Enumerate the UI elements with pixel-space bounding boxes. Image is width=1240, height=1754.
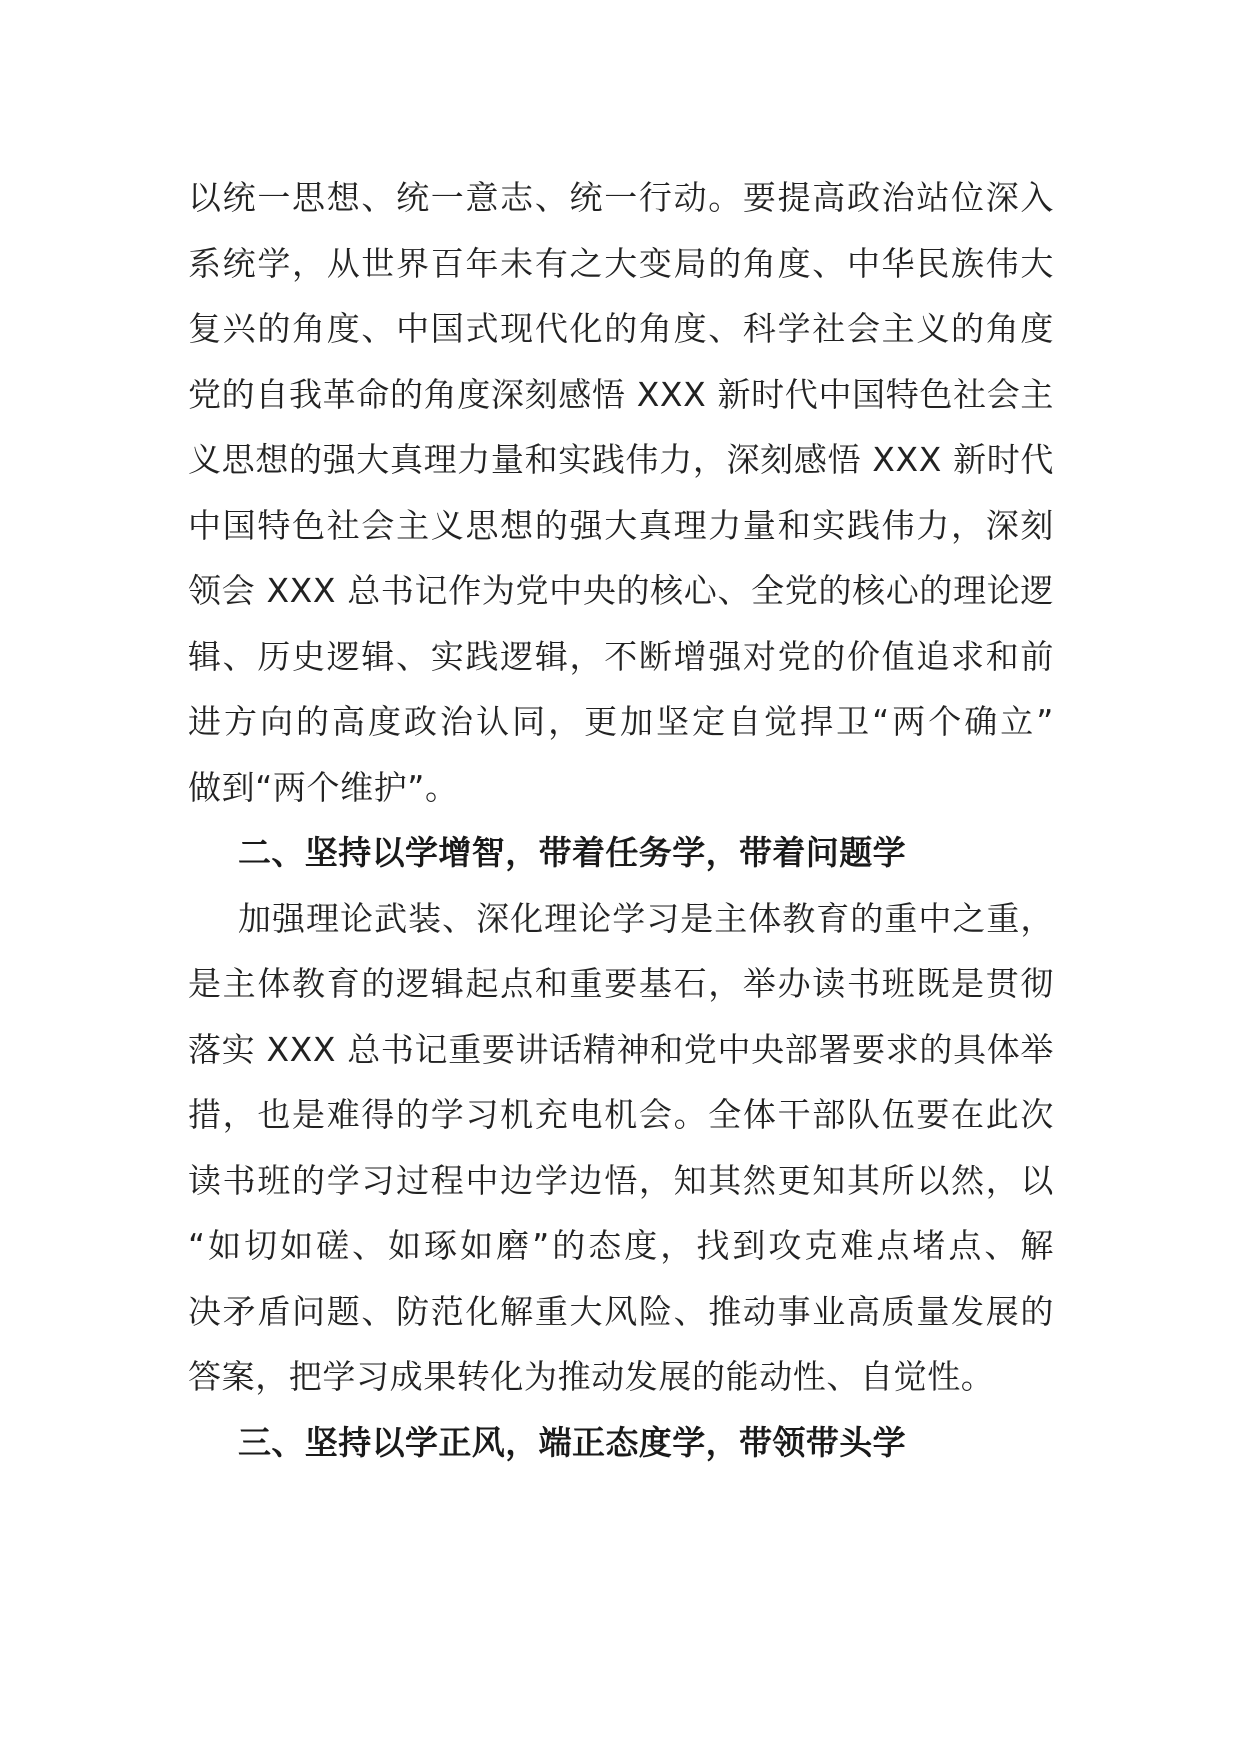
text-line: 以统一思想、统一意志、统一行动。要提高政治站位深入 xyxy=(188,178,1054,217)
section-heading-3: 三、坚持以学正风，端正态度学，带领带头学 xyxy=(238,1422,906,1462)
text-line: 进方向的高度政治认同，更加坚定自觉捍卫“两个确立” xyxy=(188,702,1054,741)
document-body xyxy=(188,165,1054,1475)
text-line: 复兴的角度、中国式现代化的角度、科学社会主义的角度 xyxy=(188,309,1054,348)
text-line: 落实 XXX 总书记重要讲话精神和党中央部署要求的具体举 xyxy=(188,1029,1054,1069)
text-line: 决矛盾问题、防范化解重大风险、推动事业高质量发展的 xyxy=(188,1291,1054,1331)
text-line: 做到“两个维护”。 xyxy=(188,767,459,807)
text-line: “如切如磋、如琢如磨”的态度，找到攻克难点堵点、解 xyxy=(188,1226,1054,1265)
text-line: 答案，把学习成果转化为推动发展的能动性、自觉性。 xyxy=(188,1357,995,1396)
paragraph-continuation xyxy=(188,165,1054,820)
text-line: 是主体教育的逻辑起点和重要基石，举办读书班既是贯彻 xyxy=(188,964,1054,1003)
text-line: 加强理论武装、深化理论学习是主体教育的重中之重， xyxy=(238,898,1054,938)
text-line: 读书班的学习过程中边学边悟，知其然更知其所以然，以 xyxy=(188,1160,1054,1200)
text-line: 党的自我革命的角度深刻感悟 XXX 新时代中国特色社会主 xyxy=(188,374,1054,414)
text-line: 中国特色社会主义思想的强大真理力量和实践伟力，深刻 xyxy=(188,505,1054,545)
text-line: 措，也是难得的学习机充电机会。全体干部队伍要在此次 xyxy=(188,1095,1054,1134)
text-line: 系统学，从世界百年未有之大变局的角度、中华民族伟大 xyxy=(188,243,1054,283)
text-line: 义思想的强大真理力量和实践伟力，深刻感悟 XXX 新时代 xyxy=(188,440,1054,479)
text-line: 辑、历史逻辑、实践逻辑，不断增强对党的价值追求和前 xyxy=(188,636,1054,676)
paragraph-section-2 xyxy=(188,886,1054,1410)
text-line: 领会 XXX 总书记作为党中央的核心、全党的核心的理论逻 xyxy=(188,571,1054,610)
section-heading-2: 二、坚持以学增智，带着任务学，带着问题学 xyxy=(238,833,906,872)
